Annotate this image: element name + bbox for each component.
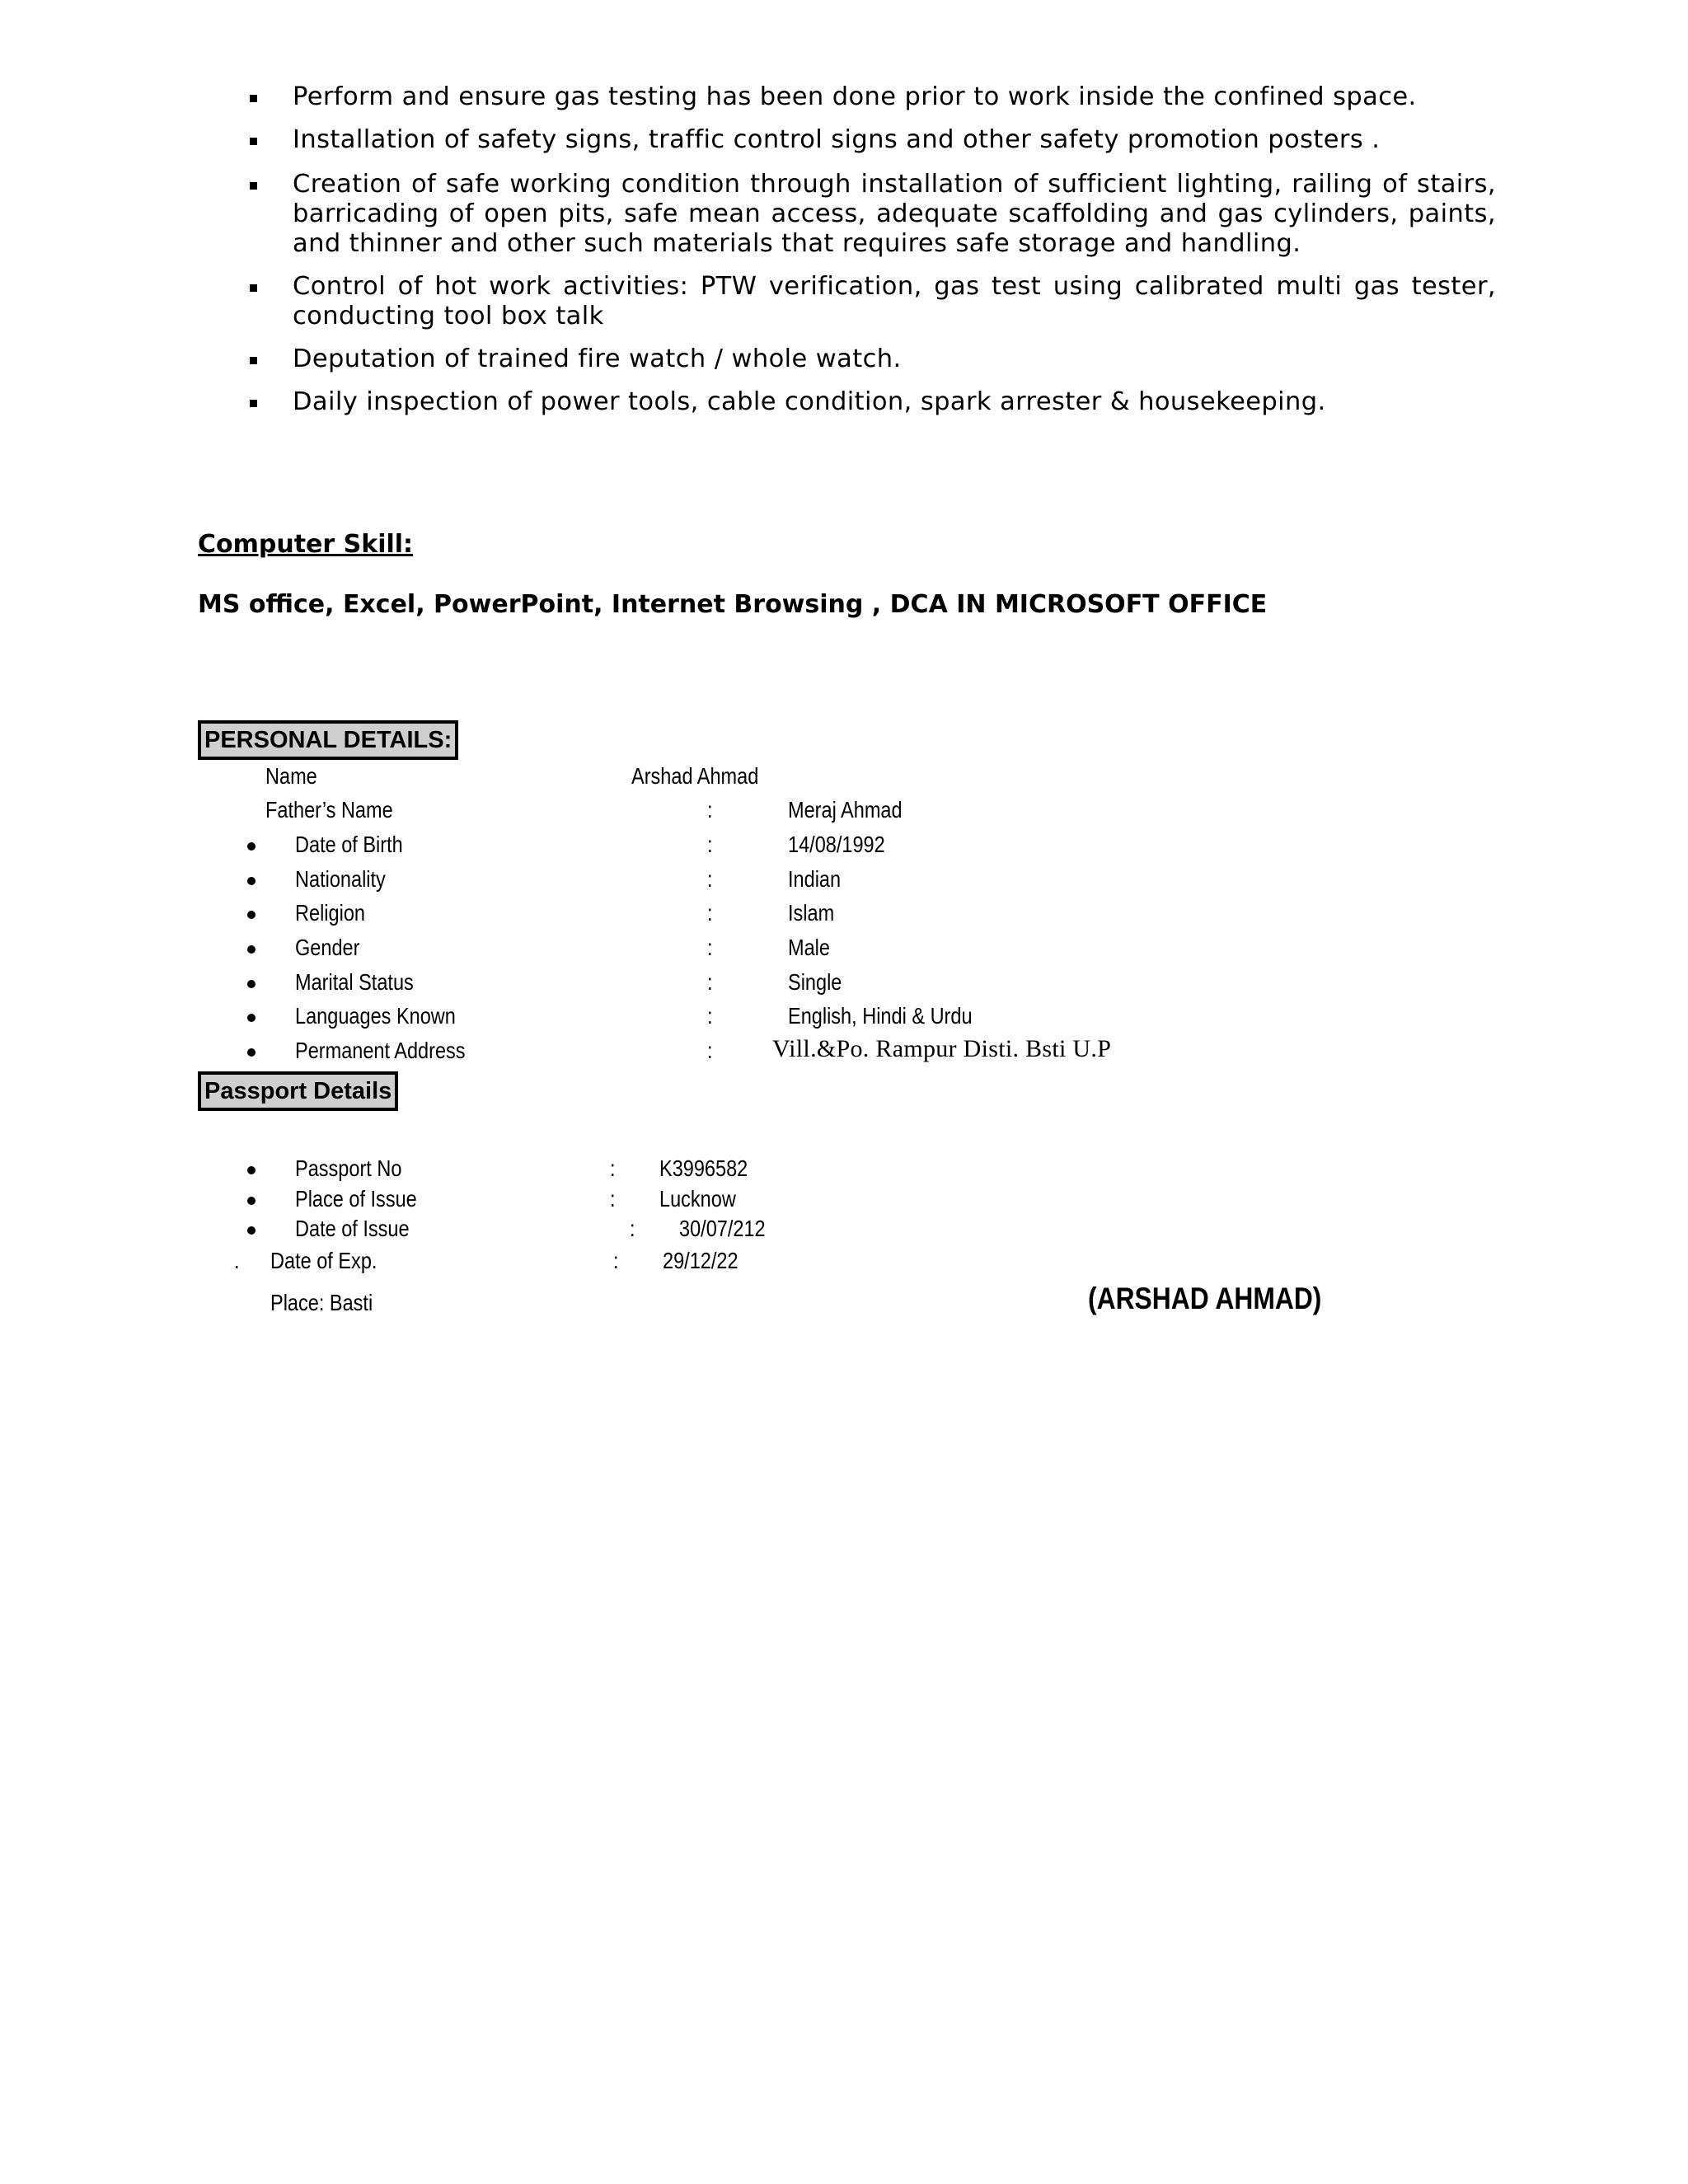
passport-details-heading: Passport Details <box>198 1071 398 1111</box>
personal-value-gender: Male <box>788 935 830 960</box>
bullet-dot-icon <box>247 1226 256 1235</box>
bullet-dot-icon <box>247 877 256 885</box>
passport-value-exp-date: 29/12/22 <box>663 1248 738 1273</box>
personal-label-father: Father’s Name <box>265 797 393 823</box>
colon: : <box>707 900 713 926</box>
personal-value-father: Meraj Ahmad <box>788 797 903 823</box>
bullet-dot-icon <box>247 911 256 919</box>
bullet-square-icon <box>250 284 257 292</box>
bullet-square-icon <box>250 95 257 102</box>
list-item: Installation of safety signs, traffic control signs and other safety promotion posters . <box>243 125 1496 155</box>
personal-details-heading: PERSONAL DETAILS: <box>198 720 458 760</box>
colon: : <box>610 1155 616 1181</box>
personal-value-address: Vill.&Po. Rampur Disti. Bsti U.P <box>772 1035 1112 1062</box>
passport-value-issue-date: 30/07/212 <box>679 1216 766 1241</box>
personal-label-languages: Languages Known <box>295 1003 456 1029</box>
colon: : <box>707 797 713 823</box>
exp-marker: . <box>234 1248 240 1273</box>
colon: : <box>707 1003 713 1029</box>
personal-value-dob: 14/08/1992 <box>788 832 885 857</box>
passport-label-issue-date: Date of Issue <box>295 1216 410 1241</box>
list-item: Deputation of trained fire watch / whole watch. <box>243 344 1496 374</box>
computer-skill-heading: Computer Skill: <box>198 530 414 559</box>
personal-label-name: Name <box>265 763 317 789</box>
signature-name: (ARSHAD AHMAD) <box>1088 1282 1322 1315</box>
personal-value-nationality: Indian <box>788 866 842 892</box>
personal-label-religion: Religion <box>295 900 365 926</box>
passport-label-exp-date: Date of Exp. <box>270 1248 377 1273</box>
list-item: Control of hot work activities: PTW verification, gas test using calibrated multi gas tester, conducting tool box talk <box>243 272 1496 331</box>
colon: : <box>707 969 713 995</box>
passport-value-place: Lucknow <box>659 1186 736 1212</box>
list-item: Perform and ensure gas testing has been done prior to work inside the confined space. <box>243 82 1496 112</box>
personal-value-marital: Single <box>788 969 842 995</box>
colon: : <box>707 1038 713 1063</box>
bullet-dot-icon <box>247 980 256 988</box>
personal-value-name: Arshad Ahmad <box>631 763 759 789</box>
bullet-dot-icon <box>247 945 256 954</box>
personal-label-dob: Date of Birth <box>295 832 403 857</box>
bullet-dot-icon <box>247 1014 256 1022</box>
bullet-dot-icon <box>247 1166 256 1174</box>
colon: : <box>630 1216 635 1241</box>
personal-label-gender: Gender <box>295 935 360 960</box>
bullet-dot-icon <box>247 1197 256 1205</box>
bullet-square-icon <box>250 400 257 407</box>
bullet-dot-icon <box>247 842 256 851</box>
list-item: Creation of safe working condition through installation of sufficient lighting, railing of stairs, barricading of open pits, safe mean access, adequate scaffolding and gas cylinders, paints, and thinner and other such materials that requires safe storage and handling. <box>243 170 1496 259</box>
bullet-square-icon <box>250 138 257 145</box>
personal-value-languages: English, Hindi & Urdu <box>788 1003 973 1029</box>
personal-value-religion: Islam <box>788 900 835 926</box>
bullet-square-icon <box>250 182 257 190</box>
personal-label-nationality: Nationality <box>295 866 386 892</box>
colon: : <box>613 1248 619 1273</box>
personal-label-marital: Marital Status <box>295 969 414 995</box>
computer-skill-text: MS office, Excel, PowerPoint, Internet Browsing , DCA IN MICROSOFT OFFICE <box>198 590 1268 619</box>
bullet-dot-icon <box>247 1048 256 1057</box>
list-item: Daily inspection of power tools, cable condition, spark arrester & housekeeping. <box>243 387 1496 417</box>
place-text: Place: Basti <box>270 1290 373 1315</box>
bullet-square-icon <box>250 357 257 364</box>
passport-value-number: K3996582 <box>659 1155 748 1181</box>
passport-label-place: Place of Issue <box>295 1186 417 1212</box>
colon: : <box>610 1186 616 1212</box>
passport-label-number: Passport No <box>295 1155 402 1181</box>
colon: : <box>707 866 713 892</box>
personal-label-address: Permanent Address <box>295 1038 466 1063</box>
colon: : <box>707 832 713 857</box>
duties-list <box>243 82 1496 417</box>
colon: : <box>707 935 713 960</box>
